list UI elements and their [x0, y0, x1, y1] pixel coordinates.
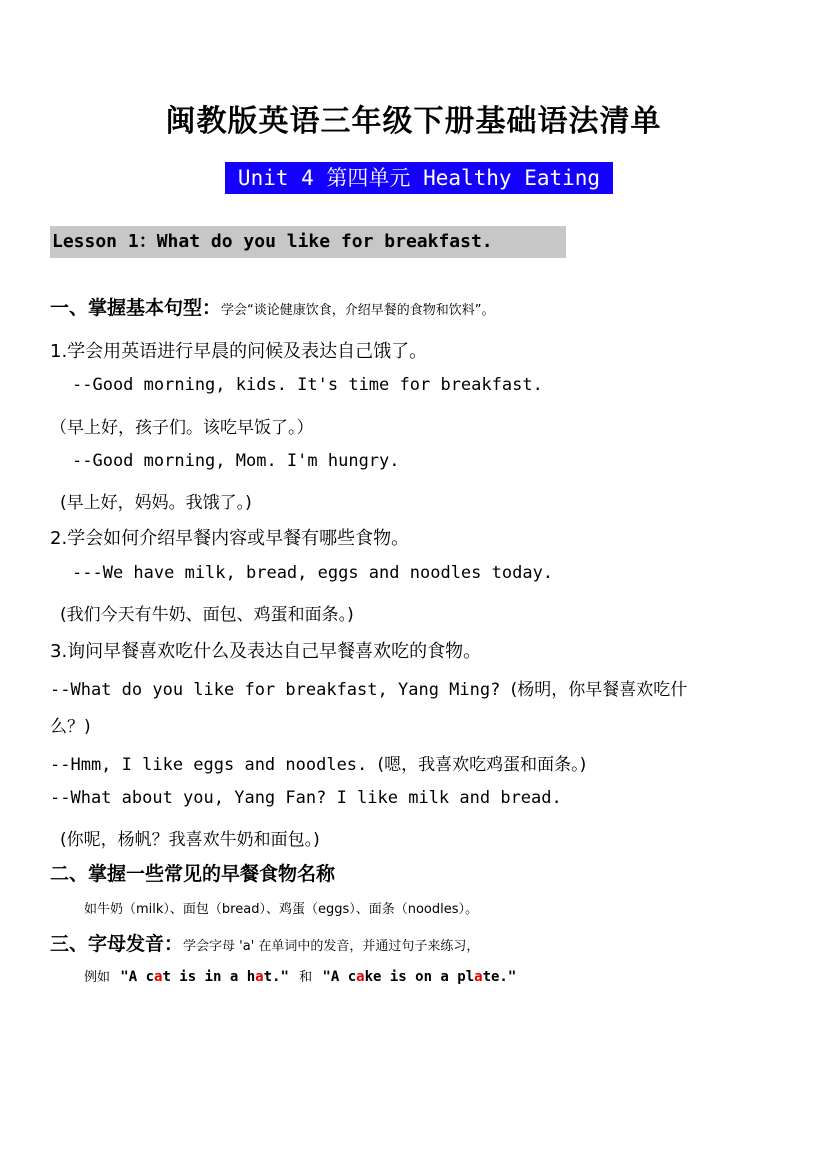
section2-heading: 二、掌握一些常见的早餐食物名称	[50, 863, 336, 885]
example-sentence-2: "A cake is on a plate."	[322, 969, 517, 985]
item3-title: 3.询问早餐喜欢吃什么及表达自己早餐喜欢吃的食物。	[50, 641, 482, 662]
item3-chinese-2: (嗯，我喜欢吃鸡蛋和面条。)	[377, 755, 587, 775]
unit-heading: Unit 4 第四单元 Healthy Eating	[225, 162, 613, 194]
item3-chinese-1a: (杨明，你早餐喜欢吃什	[510, 680, 688, 700]
example-and: 和	[299, 970, 313, 985]
section1-desc: 学会“谈论健康饮食，介绍早餐的食物和饮料”。	[221, 303, 495, 318]
section3-line	[50, 929, 479, 956]
highlight-letter: a	[154, 969, 163, 985]
section3-desc: 学会字母 'a' 在单词中的发音，并通过句子来练习，	[183, 939, 480, 954]
section3-heading: 三、字母发音：	[50, 933, 184, 955]
item3-line-2	[50, 750, 586, 775]
section3-example	[84, 966, 516, 986]
item3-chinese-1b: 么？)	[50, 717, 91, 737]
highlight-letter: a	[474, 969, 483, 985]
item3-english-3: --What about you, Yang Fan? I like milk and bread.	[50, 788, 562, 808]
item1-chinese-2: (早上好，妈妈。我饿了。)	[60, 493, 252, 513]
item3-chinese-3: (你呢，杨帆？我喜欢牛奶和面包。)	[60, 830, 320, 850]
section2-desc: 如牛奶（milk）、面包（bread）、鸡蛋（eggs）、面条（noodles）。	[84, 902, 478, 917]
page-title: 闽教版英语三年级下册基础语法清单	[165, 104, 662, 139]
item1-title: 1.学会用英语进行早晨的问候及表达自己饿了。	[50, 341, 428, 362]
lesson-heading: Lesson 1：What do you like for breakfast.	[50, 226, 566, 258]
item1-english-2: --Good morning, Mom. I'm hungry.	[72, 451, 400, 471]
item1-chinese-1: （早上好，孩子们。该吃早饭了。）	[50, 418, 314, 438]
item1-english-1: --Good morning, kids. It's time for breakfast.	[72, 375, 543, 395]
item2-chinese-1: (我们今天有牛奶、面包、鸡蛋和面条。)	[60, 605, 354, 625]
item2-title: 2.学会如何介绍早餐内容或早餐有哪些食物。	[50, 528, 410, 549]
item2-english-1: ---We have milk, bread, eggs and noodles today.	[72, 563, 554, 583]
example-sentence-1: "A cat is in a hat."	[120, 969, 289, 985]
section1-line	[50, 293, 495, 320]
highlight-letter: a	[255, 969, 264, 985]
example-prefix: 例如	[84, 970, 111, 985]
item3-english-2: --Hmm, I like eggs and noodles.	[50, 755, 368, 775]
item3-line-1	[50, 675, 687, 700]
highlight-letter: a	[356, 969, 365, 985]
section1-heading: 一、掌握基本句型：	[50, 297, 222, 319]
item3-english-1: --What do you like for breakfast, Yang Ming?	[50, 680, 501, 700]
